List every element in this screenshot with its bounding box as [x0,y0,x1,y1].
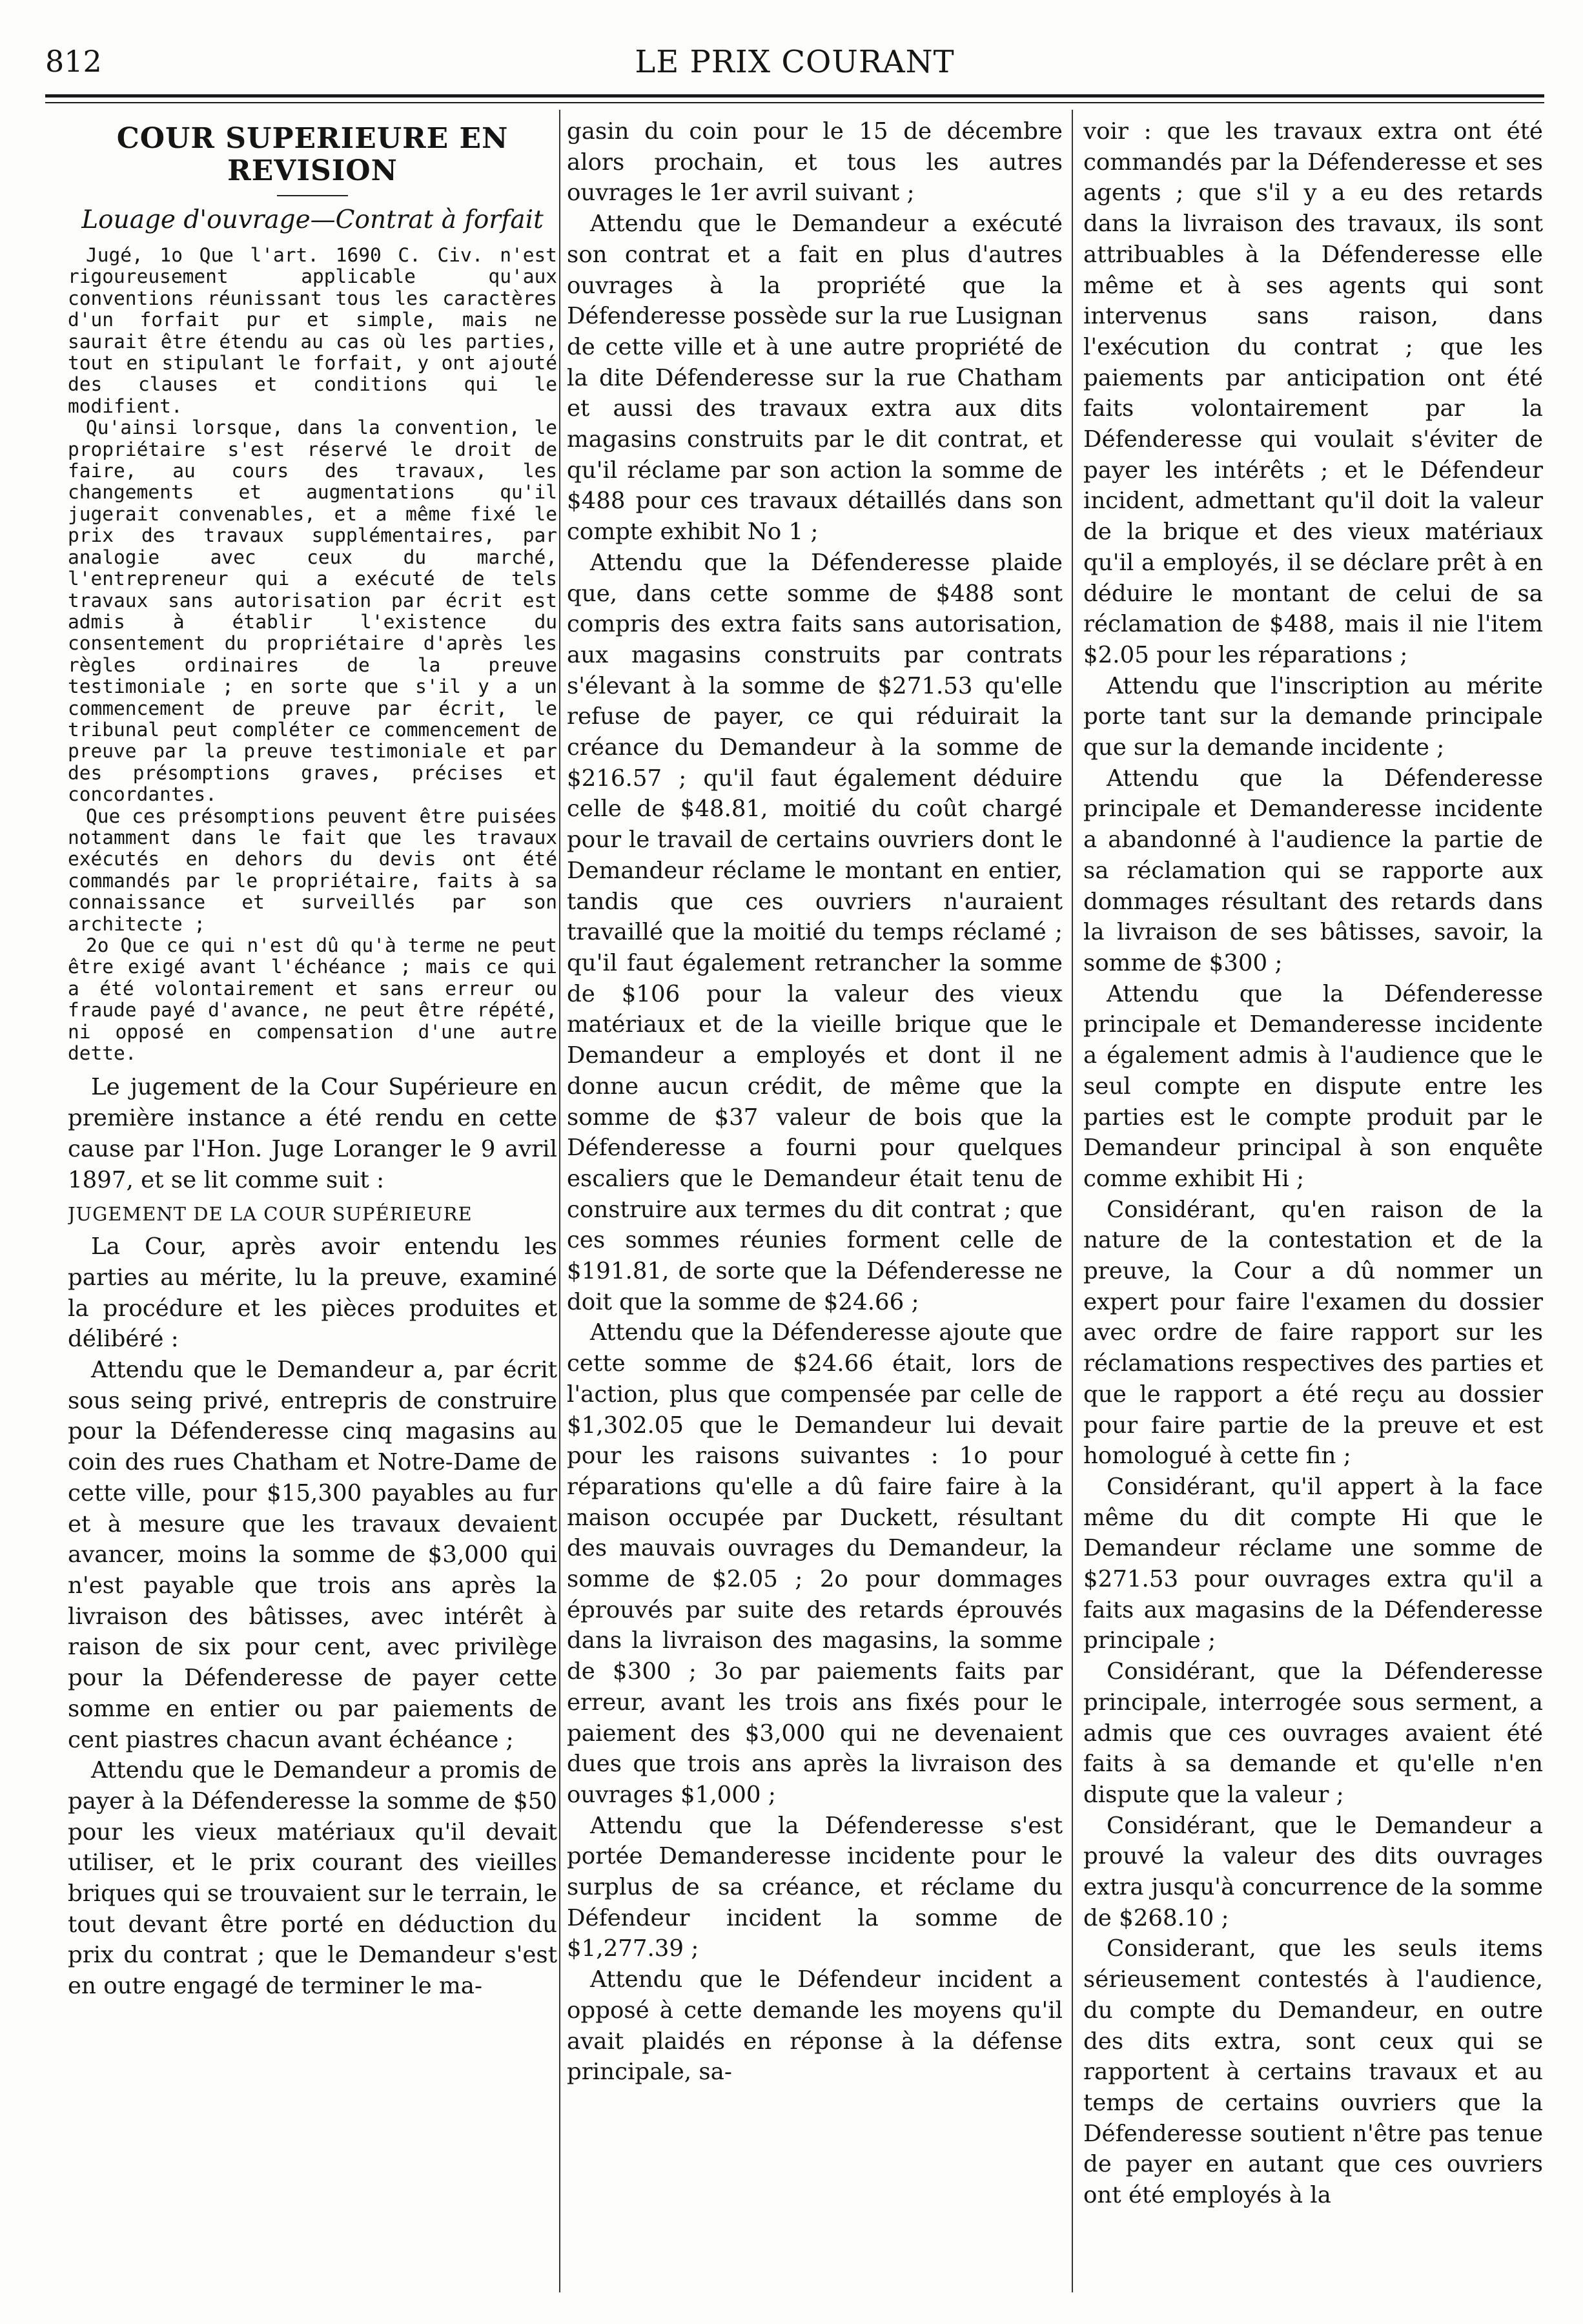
column-divider [1072,110,1073,2292]
article-subtitle: Louage d'ouvrage—Contrat à forfait [81,205,544,234]
header-rule [45,94,1544,98]
body-paragraph: voir : que les travaux extra ont été commandés par la Défenderesse et ses agents ; que s'il y a eu des retards dans la livraison des travaux, ils sont attribuables à la Défenderesse elle même et à ses agents qui sont intervenus sans raison, dans l'exécution du contrat ; que les paiements par anticipation ont été faits volontairement par la Défenderesse qui voulait s'éviter de payer les intérêts ; et le Défendeur incident, admettant qu'il doit la valeur de la brique et des vieux matériaux qu'il a employés, il se déclare prêt à en déduire le montant de celui de sa réclamation de $488, mais il nie l'item $2.05 pour les réparations ; [1083,118,1543,668]
summary-paragraph: Jugé, 1o Que l'art. 1690 C. Civ. n'est rigoureusement applicable qu'aux conventions réunissant tous les caractères d'un forfait pur et simple, mais ne saurait être étendu au cas où les parties, tout en stipulant le forfait, y ont ajouté des clauses et conditions qui le modifient. [68,244,557,417]
body-paragraph: Attendu que l'inscription au mérite porte tant sur la demande principale que sur la demande incidente ; [1083,672,1543,761]
column-2 [567,116,1063,2299]
body-paragraph: Attendu que la Défenderesse plaide que, dans cette somme de $488 sont compris des extra faits sans autorisation, aux magasins construits par contrats s'élevant à la somme de $271.53 qu'elle refuse de payer, ce qui réduirait la créance du Demandeur à la somme de $216.57 ; qu'il faut également déduire celle de $48.81, moitié du coût chargé pour le travail de certains ouvriers dont le Demandeur réclame le montant en entier, tandis que ces ouvriers n'auraient travaillé que la moitié du temps réclamé ; qu'il faut également retrancher la somme de $106 pour la valeur des vieux matériaux et de la vieille brique que le Demandeur a employés et dont il ne donne aucun crédit, de même que la somme de $37 valeur de bois que la Défenderesse a fourni pour quelques escaliers que le Demandeur était tenu de construire aux termes du dit contrat ; que ces sommes réunies forment celle de $191.81, de sorte que la Défenderesse ne doit que la somme de $24.66 ; [567,549,1063,1315]
body-paragraph: Considerant, que les seuls items sérieusement contestés à l'audience, du compte du Demandeur, en outre des dits extra, sont ceux qui se rapportent à certains travaux et au temps de certains ouvriers que la Défenderesse soutient n'être pas tenue de payer en autant que ces ouvriers ont été employés à la [1083,1935,1543,2209]
page-number: 812 [45,44,102,79]
body-paragraph: Attendu que la Défenderesse principale et Demanderesse incidente a également admis à l'audience que le seul compte en dispute entre les parties est le compte produit par le Demandeur principal à son enquête comme exhibit Hi ; [1083,980,1543,1192]
page-header [45,44,1544,89]
judgment-heading: JUGEMENT DE LA COUR SUPÉRIEURE [68,1203,473,1226]
body-paragraph: Attendu que le Défendeur incident a opposé à cette demande les moyens qu'il avait plaidés en réponse à la défense principale, sa- [567,1966,1063,2086]
body-paragraph: Considérant, que le Demandeur a prouvé la valeur des dits ouvrages extra jusqu'à concurrence de la somme de $268.10 ; [1083,1812,1543,1931]
body-paragraph: Attendu que le Demandeur a promis de payer à la Défenderesse la somme de $50 pour les vieux matériaux qu'il devait utiliser, et le prix courant des vieilles briques qui se trouvaient sur le terrain, le tout devant être porté en déduction du prix du contrat ; que le Demandeur s'est en outre engagé de terminer le ma- [68,1757,557,2000]
body-paragraph: Attendu que le Demandeur a exécuté son contrat et a fait en plus d'autres ouvrages à la propriété que la Défenderesse possède sur la rue Lusignan de cette ville et à une autre propriété de la dite Défenderesse sur la rue Chatham et aussi des travaux extra aux dits magasins construits par le dit contrat, et qu'il réclame par son action la somme de $488 pour ces travaux détaillés dans son compte exhibit No 1 ; [567,211,1063,546]
article-title: COUR SUPERIEURE EN REVISION [116,122,509,187]
title-rule [277,195,348,196]
summary-paragraph: 2o Que ce qui n'est dû qu'à terme ne peut être exigé avant l'échéance ; mais ce qui a été volontairement et sans erreur ou fraude payé d'avance, ne peut être répété, ni opposé en compensation d'une autre dette. [68,934,557,1065]
body-paragraph: gasin du coin pour le 15 de décembre alors prochain, et tous les autres ouvrages le 1er avril suivant ; [567,118,1063,207]
summary-paragraph: Qu'ainsi lorsque, dans la convention, le propriétaire s'est réservé le droit de faire, au cours des travaux, les changements et augmentations qu'il jugerait convenables, et a même fixé le prix des travaux supplémentaires, par analogie avec ceux du marché, l'entrepreneur qui a exécuté de tels travaux sans autorisation par écrit est admis à établir l'existence du consentement du propriétaire d'après les règles ordinaires de la preuve testimoniale ; en sorte que s'il y a un commencement de preuve par écrit, le tribunal peut compléter ce commencement de preuve par la preuve testimoniale et par des présomptions graves, précises et concordantes. [68,416,557,806]
body-paragraph: Considérant, qu'en raison de la nature de la contestation et de la preuve, la Cour a dû nommer un expert pour faire l'examen du dossier avec ordre de faire rapport sur les réclamations respectives des parties et que le rapport a été reçu au dossier pour faire partie de la preuve et est homologué à cette fin ; [1083,1196,1543,1470]
summary [68,245,557,1064]
col3-body [1083,116,1543,2211]
col2-body [567,116,1063,2088]
running-title: LE PRIX COURANT [635,44,955,80]
header-rule-thin [45,102,1544,103]
body-paragraph: Considérant, qu'il appert à la face même du dit compte Hi que le Demandeur réclame une somme de $271.53 pour ouvrages extra qu'il a faits aux magasins de la Défenderesse principale ; [1083,1473,1543,1654]
col1-body [68,1231,557,2002]
body-paragraph: Considérant, que la Défenderesse principale, interrogée sous serment, a admis que ces ouvrages avaient été faits à sa demande et qu'elle n'en dispute que la valeur ; [1083,1658,1543,1808]
body-paragraph: Attendu que le Demandeur a, par écrit sous seing privé, entrepris de construire pour la Défenderesse cinq magasins au coin des rues Chatham et Notre-Dame de cette ville, pour $15,300 payables au fur et à mesure que les travaux devaient avancer, moins la somme de $3,000 qui n'est payable que trois ans après la livraison des bâtisses, avec intérêt à raison de six pour cent, avec privilège pour la Défenderesse de payer cette somme en entier ou par paiements de cent piastres chacun avant échéance ; [68,1357,557,1753]
body-paragraph: La Cour, après avoir entendu les parties au mérite, lu la preuve, examiné la procédure et les pièces produites et délibéré : [68,1233,557,1353]
body-paragraph: Attendu que la Défenderesse principale et Demanderesse incidente a abandonné à l'audience la partie de sa réclamation qui se rapporte aux dommages résultant des retards dans la livraison de ses bâtisses, savoir, la somme de $300 ; [1083,765,1543,976]
summary-paragraph: Que ces présomptions peuvent être puisées notamment dans le fait que les travaux exécutés en dehors du devis ont été commandés par le propriétaire, faits à sa connaissance et surveillés par son architecte ; [68,805,557,935]
intro-paragraph: Le jugement de la Cour Supérieure en première instance a été rendu en cette cause par l'Hon. Juge Loranger le 9 avril 1897, et se lit comme suit : [68,1074,557,1193]
body-paragraph: Attendu que la Défenderesse s'est portée Demanderesse incidente pour le surplus de sa créance, et réclame du Défendeur incident la somme de $1,277.39 ; [567,1812,1063,1962]
body-paragraph: Attendu que la Défenderesse ajoute que cette somme de $24.66 était, lors de l'action, plus que compensée par celle de $1,302.05 que le Demandeur lui devait pour les raisons suivantes : 1o pour réparations qu'elle a dû faire faire à la maison occupée par Duckett, résultant des mauvais ouvrages du Demandeur, la somme de $2.05 ; 2o pour dommages éprouvés par suite des retards éprouvés dans la livraison des magasins, la somme de $300 ; 3o par paiements faits par erreur, avant les trois ans fixés pour le paiement des $3,000 qui ne devenaient dues que trois ans après la livraison des ouvrages $1,000 ; [567,1319,1063,1808]
column-divider [559,110,560,2292]
column-1 [68,116,557,2299]
column-3 [1083,116,1543,2299]
